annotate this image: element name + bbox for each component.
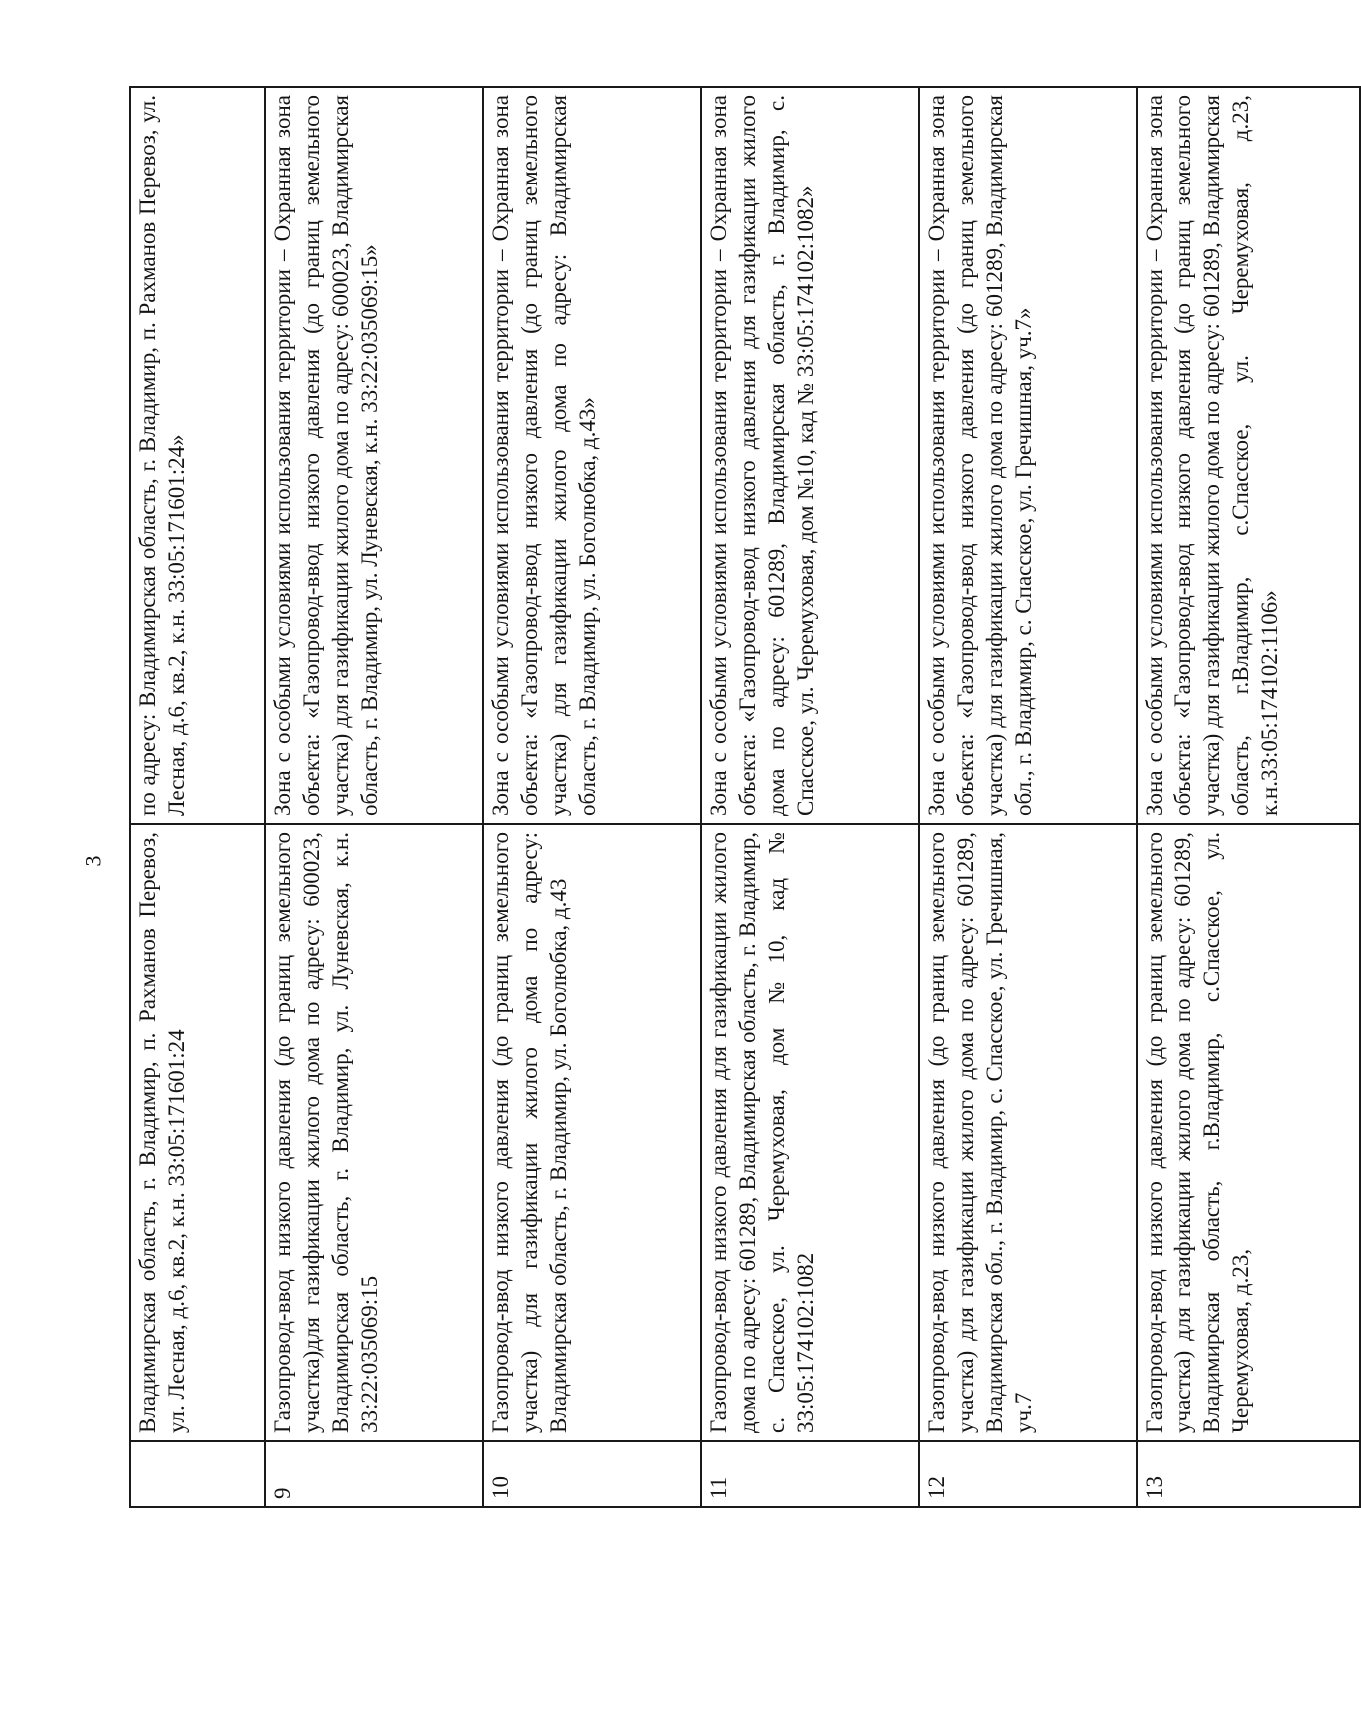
object-name-cell: Газопровод-ввод низкого давления (до границ земельного участка)для газификации жилого дома по адресу: 600023, Владимирская область, г. Владимир, ул. Луневская, к.н. 33:22:035069:15 [265,824,483,1441]
table-row [701,87,919,1507]
zone-description-cell: Зона с особыми условиями использования территории – Охранная зона объекта: «Газопровод-ввод низкого давления (до границ земельного участка) для газификации жилого дома по адресу: Владимирская область, г. Владимир, ул. Боголюбка, д.43» [483,87,701,824]
zone-description-cell: Зона с особыми условиями использования территории – Охранная зона объекта: «Газопровод-ввод низкого давления (до границ земельного участка) для газификации жилого дома по адресу: 600023, Владимирская область, г. Владимир, ул. Луневская, к.н. 33:22:035069:15» [265,87,483,824]
table-row [1137,87,1361,1507]
row-number-cell: 10 [483,1441,701,1507]
object-name-cell: Газопровод-ввод низкого давления (до границ земельного участка) для газификации жилого дома по адресу: Владимирская область, г. Владимир, ул. Боголюбка, д.43 [483,824,701,1441]
table-row [265,87,483,1507]
row-number-cell: 9 [265,1441,483,1507]
table-row [919,87,1137,1507]
rotated-table-wrapper [129,88,1361,1508]
zone-description-cell: Зона с особыми условиями использования территории – Охранная зона объекта: «Газопровод-ввод низкого давления (до границ земельного участка) для газификации жилого дома по адресу: 601289, Владимирская область, г.Владимир, с.Спасское, ул. Черемуховая, д.23, к.н.33:05:174102:1106» [1137,87,1361,824]
row-number-cell: 11 [701,1441,919,1507]
object-name-cell: Владимирская область, г. Владимир, п. Рахманов Перевоз, ул. Лесная, д.6, кв.2, к.н. 33:05:171601:24 [130,824,265,1441]
row-number-cell [130,1441,265,1507]
page-number: 3 [80,855,106,867]
zone-description-cell: по адресу: Владимирская область, г. Владимир, п. Рахманов Перевоз, ул. Лесная, д.6, кв.2, к.н. 33:05:171601:24» [130,87,265,824]
object-name-cell: Газопровод-ввод низкого давления (до границ земельного участка) для газификации жилого дома по адресу: 601289, Владимирская область, г.Владимир, с.Спасское, ул. Черемуховая, д.23, [1137,824,1361,1441]
row-number-cell: 12 [919,1441,1137,1507]
object-name-cell: Газопровод-ввод низкого давления для газификации жилого дома по адресу: 601289, Владимирская область, г. Владимир, с. Спасское, ул. Черемуховая, дом №10, кад № 33:05:174102:1082 [701,824,919,1441]
zone-description-cell: Зона с особыми условиями использования территории – Охранная зона объекта: «Газопровод-ввод низкого давления для газификации жилого дома по адресу: 601289, Владимирская область, г. Владимир, с. Спасское, ул. Черемуховая, дом №10, кад № 33:05:174102:1082» [701,87,919,824]
table-row [483,87,701,1507]
row-number-cell: 13 [1137,1441,1361,1507]
zones-table [129,86,1361,1508]
object-name-cell: Газопровод-ввод низкого давления (до границ земельного участка) для газификации жилого дома по адресу: 601289, Владимирская обл., г. Владимир, с. Спасское, ул. Гречишная, уч.7 [919,824,1137,1441]
table-row [130,87,265,1507]
zone-description-cell: Зона с особыми условиями использования территории – Охранная зона объекта: «Газопровод-ввод низкого давления (до границ земельного участка) для газификации жилого дома по адресу: 601289, Владимирская обл., г. Владимир, с. Спасское, ул. Гречишная, уч.7» [919,87,1137,824]
